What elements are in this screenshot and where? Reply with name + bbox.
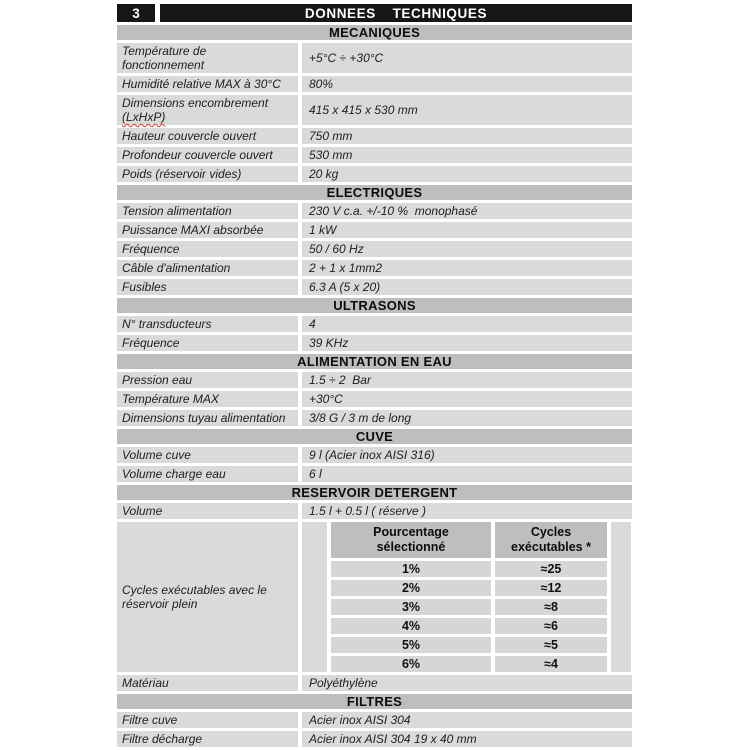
- spec-value: [302, 447, 632, 463]
- spec-label: [117, 675, 298, 691]
- chapter-number: 3: [117, 4, 155, 22]
- spec-row: [117, 712, 632, 728]
- spec-value-text: +5°C ÷ +30°C: [309, 51, 384, 65]
- spec-value-text: 2 + 1 x 1mm2: [309, 261, 383, 275]
- spec-label-line: Poids (réservoir vides): [122, 167, 242, 181]
- spec-value-text: 415 x 415 x 530 mm: [309, 103, 418, 117]
- title-bar: [117, 4, 632, 22]
- spec-value: [302, 316, 632, 332]
- spec-value: [302, 43, 632, 73]
- spec-value: [302, 260, 632, 276]
- spec-row: [117, 503, 632, 519]
- spec-row: [117, 372, 632, 388]
- cycles-table-right-spacer: [611, 522, 631, 672]
- page-title: DONNEES TECHNIQUES: [160, 4, 632, 22]
- spec-row: [117, 76, 632, 92]
- spec-value-text: 80%: [309, 77, 334, 91]
- spec-value-text: Polyéthylène: [309, 676, 378, 690]
- section-header-filtres: FILTRES: [117, 694, 632, 709]
- spec-value: [302, 222, 632, 238]
- spec-label: [117, 147, 298, 163]
- spec-label: [117, 712, 298, 728]
- spec-value: [302, 391, 632, 407]
- spec-value-text: 530 mm: [309, 148, 353, 162]
- spec-label: [117, 222, 298, 238]
- spec-label-line: N° transducteurs: [122, 317, 212, 331]
- spec-label-line: (LxHxP): [122, 110, 166, 124]
- percentage-cell: 2%: [331, 580, 491, 596]
- header-line: exécutables *: [511, 540, 591, 554]
- cycles-count-cell: ≈8: [495, 599, 607, 615]
- technical-data-sheet: [117, 4, 632, 750]
- spec-label-line: Profondeur couvercle ouvert: [122, 148, 273, 162]
- spec-value-text: 1.5 ÷ 2 Bar: [309, 373, 371, 387]
- spec-row: [117, 447, 632, 463]
- spec-label-line: Cycles exécutables avec le: [122, 583, 267, 597]
- spec-label-line: Pression eau: [122, 373, 193, 387]
- spec-label: [117, 203, 298, 219]
- spec-label-line: Fréquence: [122, 242, 180, 256]
- spec-label: [117, 731, 298, 747]
- spec-value: [302, 675, 632, 691]
- spec-label-line: Humidité relative MAX à 30°C: [122, 77, 281, 91]
- cycles-count-cell: ≈4: [495, 656, 607, 672]
- spec-value: [302, 503, 632, 519]
- cycles-header-cell: [495, 522, 607, 558]
- spec-value-text: 6.3 A (5 x 20): [309, 280, 381, 294]
- spec-value-text: 39 KHz: [309, 336, 349, 350]
- spec-value: [302, 410, 632, 426]
- section-header-electriques: ELECTRIQUES: [117, 185, 632, 200]
- spec-label-line: Hauteur couvercle ouvert: [122, 129, 257, 143]
- percentage-column: [331, 522, 491, 672]
- spec-row: [117, 391, 632, 407]
- spec-label: [117, 372, 298, 388]
- spec-label-line: fonctionnement: [122, 58, 205, 72]
- cycles-count-cell: ≈6: [495, 618, 607, 634]
- spec-value: [302, 241, 632, 257]
- percentage-cell: 3%: [331, 599, 491, 615]
- spec-row: [117, 222, 632, 238]
- header-line: Pourcentage: [373, 525, 449, 539]
- spec-value-text: +30°C: [309, 392, 343, 406]
- cycles-count-cell: ≈25: [495, 561, 607, 577]
- spec-label-line: réservoir plein: [122, 597, 198, 611]
- spec-row: [117, 316, 632, 332]
- cycles-capacity-row: [117, 522, 632, 672]
- spec-value-text: 1 kW: [309, 223, 337, 237]
- spec-value-text: 1.5 l + 0.5 l ( réserve ): [309, 504, 427, 518]
- spec-label: [117, 95, 298, 125]
- spec-label-line: Température de: [122, 44, 207, 58]
- spec-value-text: 4: [309, 317, 316, 331]
- spec-row: [117, 279, 632, 295]
- spec-row: [117, 260, 632, 276]
- spec-value: [302, 712, 632, 728]
- spec-table: [117, 25, 632, 747]
- spec-label: [117, 522, 298, 672]
- spec-row: [117, 731, 632, 747]
- spec-label-line: Dimensions tuyau alimentation: [122, 411, 286, 425]
- spec-row: [117, 466, 632, 482]
- spec-row: [117, 203, 632, 219]
- spec-label: [117, 241, 298, 257]
- spec-row: [117, 43, 632, 73]
- spec-label: [117, 503, 298, 519]
- spec-label: [117, 43, 298, 73]
- spec-value: [302, 147, 632, 163]
- spec-label: [117, 335, 298, 351]
- spec-value: [302, 372, 632, 388]
- spec-label-line: Volume: [122, 504, 163, 518]
- spec-value: [302, 128, 632, 144]
- spec-label: [117, 316, 298, 332]
- spec-label-line: Fusibles: [122, 280, 167, 294]
- spec-label: [117, 466, 298, 482]
- spec-value-text: 20 kg: [309, 167, 339, 181]
- spec-row: [117, 410, 632, 426]
- spec-value-text: 230 V c.a. +/-10 % monophasé: [309, 204, 478, 218]
- spec-value-text: 3/8 G / 3 m de long: [309, 411, 412, 425]
- section-header-ultrasons: ULTRASONS: [117, 298, 632, 313]
- spec-label: [117, 260, 298, 276]
- spec-row: [117, 241, 632, 257]
- spec-value: [302, 279, 632, 295]
- spec-value-text: 9 l (Acier inox AISI 316): [309, 448, 435, 462]
- spec-row: [117, 147, 632, 163]
- spec-row: [117, 128, 632, 144]
- spec-value: [302, 166, 632, 182]
- spec-label: [117, 391, 298, 407]
- section-header-mecaniques: MECANIQUES: [117, 25, 632, 40]
- spec-row: [117, 166, 632, 182]
- spec-label-line: Filtre cuve: [122, 713, 178, 727]
- section-header-alimentation-en-eau: ALIMENTATION EN EAU: [117, 354, 632, 369]
- spec-label-line: Fréquence: [122, 336, 180, 350]
- spec-value: [302, 335, 632, 351]
- percentage-cell: 5%: [331, 637, 491, 653]
- spec-row: [117, 675, 632, 691]
- spec-label: [117, 447, 298, 463]
- spec-label-line: Température MAX: [122, 392, 219, 406]
- spec-label-line: Filtre décharge: [122, 732, 203, 746]
- spec-value-text: 750 mm: [309, 129, 353, 143]
- section-header-cuve: CUVE: [117, 429, 632, 444]
- spec-label-line: Dimensions encombrement: [122, 96, 269, 110]
- spec-label: [117, 76, 298, 92]
- spec-label-line: Câble d'alimentation: [122, 261, 231, 275]
- spec-label: [117, 279, 298, 295]
- percentage-cell: 4%: [331, 618, 491, 634]
- spec-value-text: 50 / 60 Hz: [309, 242, 364, 256]
- spec-value: [302, 466, 632, 482]
- spec-label: [117, 410, 298, 426]
- spec-row: [117, 95, 632, 125]
- spec-label-line: Volume charge eau: [122, 467, 226, 481]
- cycles-table-area: [302, 522, 632, 672]
- cycles-count-cell: ≈12: [495, 580, 607, 596]
- spec-label: [117, 128, 298, 144]
- spec-value: [302, 76, 632, 92]
- spec-value: [302, 731, 632, 747]
- spec-label-line: Volume cuve: [122, 448, 191, 462]
- spec-value-text: Acier inox AISI 304: [309, 713, 411, 727]
- cycles-column: [495, 522, 607, 672]
- spec-label-line: Puissance MAXI absorbée: [122, 223, 264, 237]
- cycles-count-cell: ≈5: [495, 637, 607, 653]
- spec-value-text: Acier inox AISI 304 19 x 40 mm: [309, 732, 477, 746]
- cycles-table-left-spacer: [302, 522, 327, 672]
- spec-value-text: 6 l: [309, 467, 322, 481]
- spec-label: [117, 166, 298, 182]
- spec-value: [302, 95, 632, 125]
- spec-label-line: Matériau: [122, 676, 169, 690]
- percentage-cell: 1%: [331, 561, 491, 577]
- spec-value: [302, 203, 632, 219]
- section-header-reservoir-detergent: RESERVOIR DETERGENT: [117, 485, 632, 500]
- percentage-cell: 6%: [331, 656, 491, 672]
- header-line: sélectionné: [376, 540, 446, 554]
- header-line: Cycles: [530, 525, 572, 539]
- spec-row: [117, 335, 632, 351]
- spec-label-line: Tension alimentation: [122, 204, 232, 218]
- percentage-header-cell: [331, 522, 491, 558]
